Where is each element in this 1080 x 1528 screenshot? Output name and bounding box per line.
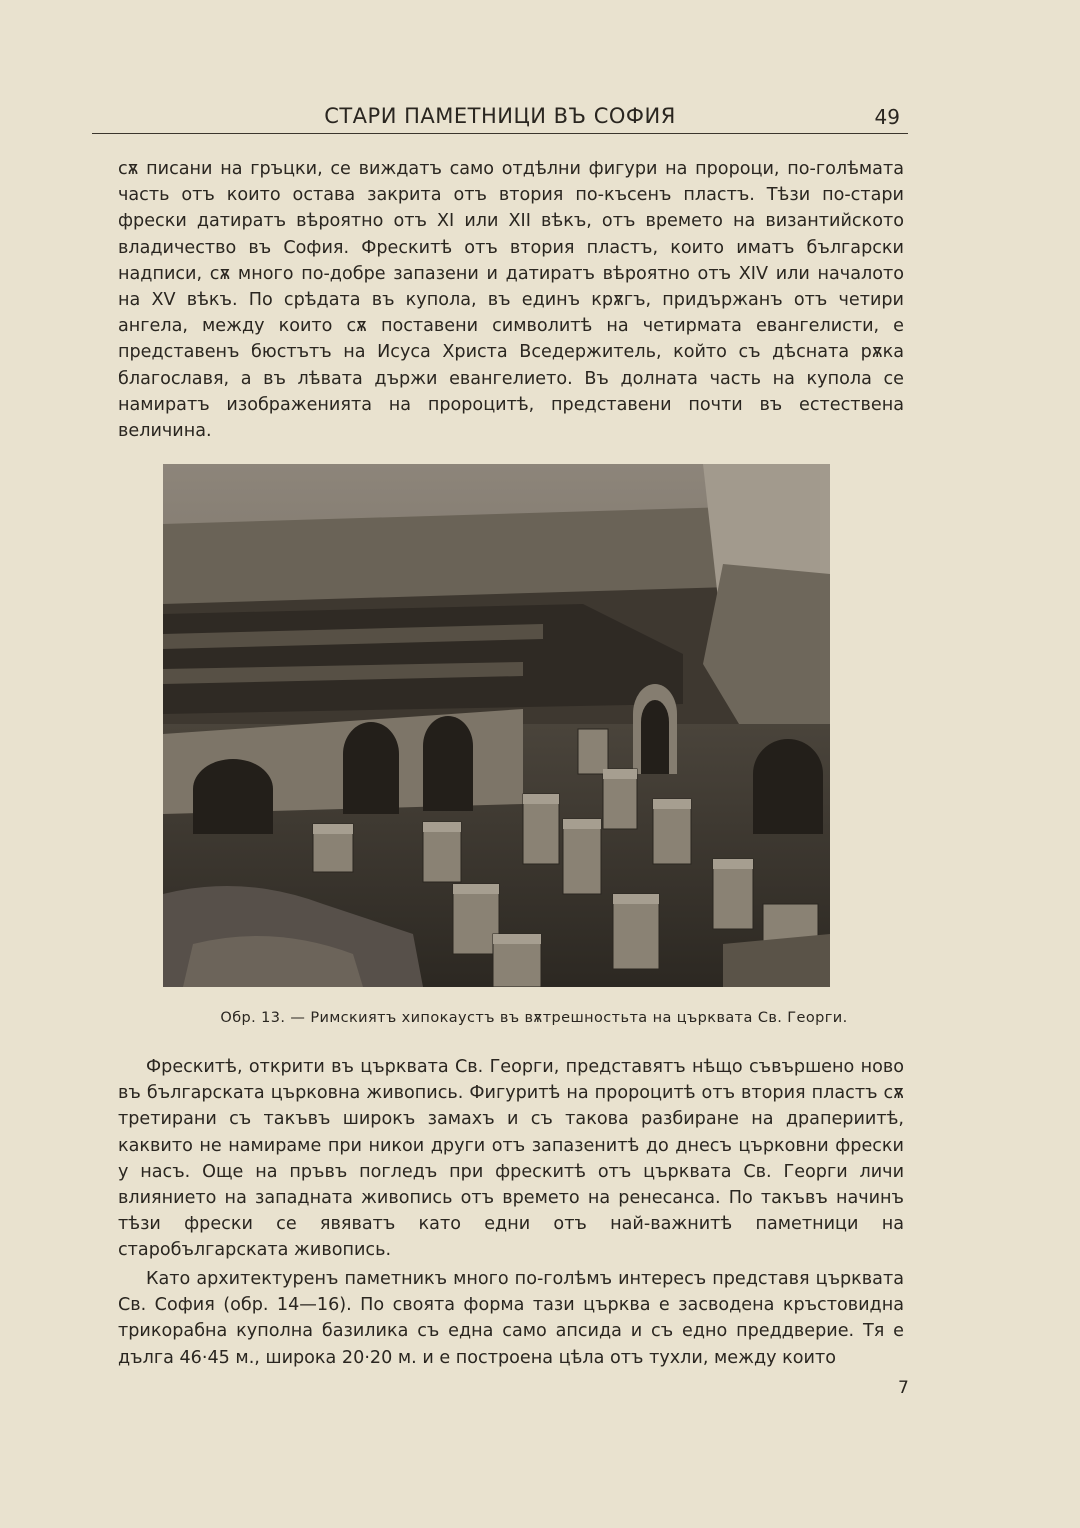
- paragraph-2: Фрескитѣ, открити въ църквата Св. Георги, представятъ нѣщо съвършено ново въ българската църковна живопись. Фигуритѣ на пророцитѣ отъ втория пластъ сѫ третирани съ такъвъ широкъ замахъ и съ такова разбиране на драпериитѣ, каквито не намираме при никои други отъ запазенитѣ до днесъ църковни фрески у насъ. Още на пръвъ погледъ при фрескитѣ отъ църквата Св. Георги личи влиянието на западната живопись отъ времето на ренесанса. По такъвъ начинъ тѣзи фрески се явяватъ като едни отъ най-важнитѣ паметници на старобългарската живопись.: [118, 1057, 904, 1261]
- figure-photo-hypocaust: [163, 464, 830, 987]
- running-title: СТАРИ ПАМЕТНИЦИ ВЪ СОФИЯ: [324, 104, 676, 128]
- paragraph-3: Като архитектуренъ паметникъ много по-голѣмъ интересъ представя църквата Св. София (обр. 14—16). По своята форма тази църква е засводена кръстовидна трикорабна куполна базилика съ една само апсида и съ едно преддверие. Тя е дълга 46·45 м., широка 20·20 м. и е построена цѣла отъ тухли, между които: [118, 1269, 904, 1368]
- page-number: 49: [874, 105, 900, 129]
- paragraph-1: сѫ писани на гръцки, се виждатъ само отдѣлни фигури на пророци, по-голѣмата часть отъ които остава закрита отъ втория по-късенъ пластъ. Тѣзи по-стари фрески датиратъ вѣроятно отъ XI или XII вѣкъ, отъ времето на византийското владичество въ София. Фрескитѣ отъ втория пластъ, които иматъ български надписи, сѫ много по-добре запазени и датиратъ вѣроятно отъ XIV или началото на XV вѣкъ. По срѣдата въ купола, въ единъ крѫгъ, придържанъ отъ четири ангела, между които сѫ поставени символитѣ на четирмата евангелисти, е представенъ бюстътъ на Исуса Христа Вседержитель, който съ дѣсната рѫка благославя, а въ лѣвата държи евангелието. Въ долната часть на купола се намиратъ изображенията на пророцитѣ, представени почти въ естествена величина.: [118, 159, 904, 442]
- figure-caption: Обр. 13. — Римскиятъ хипокаустъ въ вѫтрешностьта на църквата Св. Георги.: [220, 1010, 848, 1026]
- signature-mark: 7: [898, 1378, 909, 1398]
- page-header: [92, 103, 908, 134]
